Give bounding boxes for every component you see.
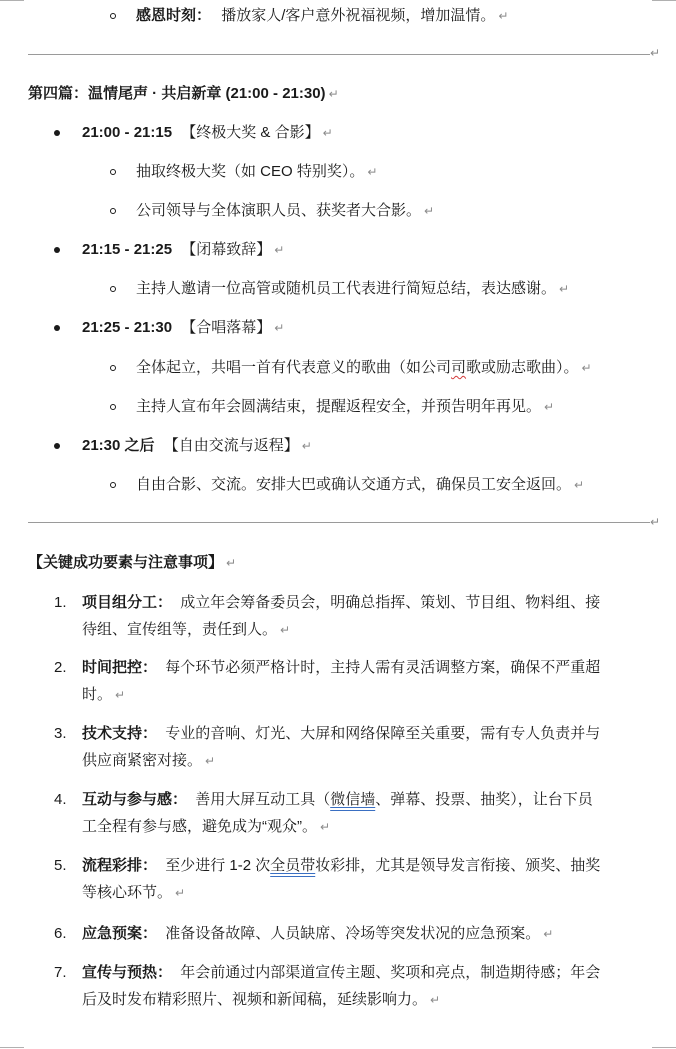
item-label: 时间把控： [82,659,158,676]
item-text: 供应商紧密对接。 [82,752,203,769]
section-title: 第四篇：温情尾声 · 共启新章 (21:00 - 21:30) [28,85,326,102]
subitem-text-content: 全体起立，共唱一首有代表意义的歌曲（如公司司歌或励志歌曲）。 [136,359,579,376]
paragraph-mark-icon: ↵ [301,439,312,453]
paragraph-mark-icon: ↵ [274,321,285,335]
list-number: 3. [54,725,67,742]
top-item[interactable] [136,5,508,27]
item-label: 感恩时刻： [136,7,212,24]
paragraph-mark-icon: ↵ [115,688,126,702]
item-text: 播放家人/客户意外祝福视频，增加温情。 [221,7,496,24]
list-item[interactable] [82,723,600,745]
item-text: 待组、宣传组等，责任到人。 [82,621,278,638]
list-item[interactable] [82,923,553,945]
section-heading[interactable] [28,552,236,574]
list-number: 7. [54,964,67,981]
section-heading[interactable] [28,83,339,105]
circle-bullet-icon [110,286,116,292]
circle-bullet-icon [110,169,116,175]
subitem-text: 自由合影、交流。安排大巴或确认交通方式，确保员工安全返回。 [136,476,572,493]
circle-bullet-icon [110,482,116,488]
corner-mark [0,1047,24,1048]
list-item[interactable] [82,855,600,877]
paragraph-mark-icon: ↵ [320,820,331,834]
schedule-item[interactable] [82,239,284,261]
paragraph-mark-icon: ↵ [430,993,441,1007]
paragraph-mark-icon: ↵ [581,361,592,375]
item-name: 【自由交流与返程】 [163,437,299,454]
item-text: 工全程有参与感，避免成为“观众”。 [82,818,317,835]
subitem-text: 抽取终极大奖（如 CEO 特别奖）。 [136,163,365,180]
item-label: 技术支持： [82,725,158,742]
subitem-text: 主持人邀请一位高管或随机员工代表进行简短总结，表达感谢。 [136,280,557,297]
spellcheck-flag[interactable]: 司 [451,359,467,376]
list-item-continuation [82,684,125,706]
paragraph-mark-icon: ↵ [205,754,216,768]
subitem-text: 公司领导与全体演职人员、获奖者大合影。 [136,202,422,219]
schedule-subitem[interactable] [136,161,377,183]
item-name: 【终极大奖 & 合影】 [181,124,320,141]
item-text: 善用大屏互动工具（ [195,791,331,808]
item-text: 专业的音响、灯光、大屏和网络保障至关重要，需有专人负责并与 [165,725,601,742]
paragraph-mark-icon: ↵ [274,243,285,257]
list-item-continuation [82,989,440,1011]
item-label: 项目组分工： [82,594,173,611]
item-text: 每个环节必须严格计时，主持人需有灵活调整方案，确保不严重超 [165,659,601,676]
item-text: 等核心环节。 [82,884,173,901]
item-name: 【闭幕致辞】 [181,241,272,258]
item-text: 准备设备故障、人员缺席、冷场等突发状况的应急预案。 [165,925,541,942]
subitem-text [136,359,579,376]
section-title: 【关键成功要素与注意事项】 [28,554,224,571]
item-text: 、弹幕、投票、抽奖），让台下员 [375,791,593,808]
marked-text[interactable]: 全员带 [270,857,316,874]
circle-bullet-icon [110,404,116,410]
list-number: 4. [54,791,67,808]
paragraph-mark-icon: ↵ [328,87,339,101]
schedule-item[interactable] [82,317,284,339]
disc-bullet-icon [54,325,60,331]
corner-mark [0,0,24,1]
list-item[interactable] [82,592,600,614]
corner-mark [652,1047,676,1048]
paragraph-mark-icon: ↵ [322,126,333,140]
circle-bullet-icon [110,13,116,19]
horizontal-rule [28,522,650,523]
paragraph-mark-icon: ↵ [650,515,661,529]
list-item-continuation [82,750,215,772]
item-label: 流程彩排： [82,857,158,874]
list-item[interactable] [82,657,600,679]
item-time: 21:25 - 21:30 [82,319,173,336]
horizontal-rule [28,54,650,55]
disc-bullet-icon [54,247,60,253]
schedule-subitem[interactable] [136,474,584,496]
item-text: 至少进行 1-2 次 [165,857,271,874]
schedule-subitem[interactable] [136,200,434,222]
subitem-text: 主持人宣布年会圆满结束，提醒返程安全，并预告明年再见。 [136,398,542,415]
list-item-continuation [82,816,330,838]
paragraph-mark-icon: ↵ [544,400,555,414]
item-text: 成立年会筹备委员会，明确总指挥、策划、节目组、物料组、接 [180,594,601,611]
circle-bullet-icon [110,365,116,371]
list-item-continuation [82,619,290,641]
paragraph-mark-icon: ↵ [280,623,291,637]
list-item[interactable] [82,962,600,984]
item-label: 宣传与预热： [82,964,173,981]
schedule-subitem[interactable] [136,396,554,418]
item-time: 21:15 - 21:25 [82,241,173,258]
corner-mark [652,0,676,1]
item-text: 后及时发布精彩照片、视频和新闻稿，延续影响力。 [82,991,428,1008]
disc-bullet-icon [54,443,60,449]
item-name: 【合唱落幕】 [181,319,272,336]
paragraph-mark-icon: ↵ [574,478,585,492]
paragraph-mark-icon: ↵ [559,282,570,296]
schedule-subitem[interactable] [136,278,569,300]
paragraph-mark-icon: ↵ [650,46,661,60]
paragraph-mark-icon: ↵ [498,9,509,23]
schedule-item[interactable] [82,122,333,144]
item-time: 21:00 - 21:15 [82,124,173,141]
list-number: 6. [54,925,67,942]
paragraph-mark-icon: ↵ [367,165,378,179]
circle-bullet-icon [110,208,116,214]
item-text: 妆彩排，尤其是领导发言衔接、颁奖、抽奖 [315,857,601,874]
paragraph-mark-icon: ↵ [424,204,435,218]
list-number: 2. [54,659,67,676]
list-item[interactable] [82,789,593,811]
paragraph-mark-icon: ↵ [175,886,186,900]
item-label: 应急预案： [82,925,158,942]
disc-bullet-icon [54,130,60,136]
item-text: 年会前通过内部渠道宣传主题、奖项和亮点，制造期待感；年会 [180,964,601,981]
list-number: 1. [54,594,67,611]
paragraph-mark-icon: ↵ [226,556,237,570]
schedule-subitem[interactable] [136,357,592,379]
paragraph-mark-icon: ↵ [543,927,554,941]
item-time: 21:30 之后 [82,437,155,454]
marked-text[interactable]: 微信墙 [330,791,376,808]
list-item-continuation [82,882,185,904]
list-number: 5. [54,857,67,874]
item-text: 时。 [82,686,113,703]
item-label: 互动与参与感： [82,791,188,808]
schedule-item[interactable] [82,435,312,457]
